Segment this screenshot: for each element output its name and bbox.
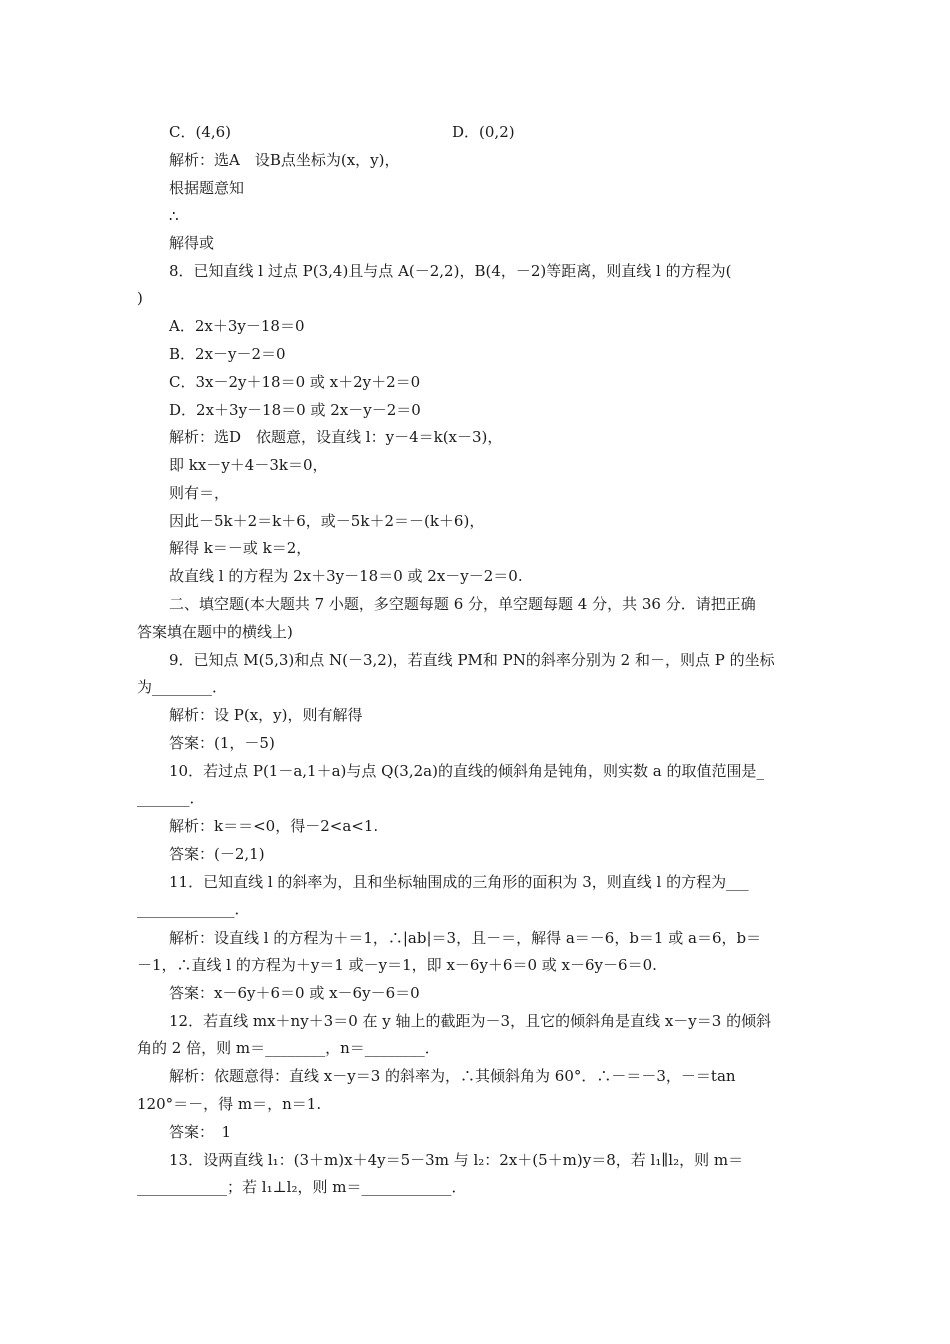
question-10: 10．若过点 P(1－a,1＋a)与点 Q(3,2a)的直线的倾斜角是钝角，则实数 a 的取值范围是_ [169,762,764,780]
question-13: 13．设两直线 l₁：(3＋m)x＋4y＝5－3m 与 l₂：2x＋(5＋m)y＝8，若 l₁∥l₂，则 m＝ [169,1151,744,1169]
answer-line: 答案：(1，－5) [169,734,275,752]
section-heading: 二、填空题(本大题共 7 小题，多空题每题 6 分，单空题每题 4 分，共 36 分．请把正确 [169,595,756,613]
text-line: 角的 2 倍，则 m＝________，n＝________． [137,1039,440,1057]
text-line: 解析：选A 设B点坐标为(x，y)， [169,151,400,169]
option-c: C．(4,6) [169,123,232,141]
question-12: 12．若直线 mx＋ny＋3＝0 在 y 轴上的截距为－3，且它的倾斜角是直线 x－y＝3 的倾斜 [169,1012,772,1030]
option-c: C．3x－2y＋18＝0 或 x＋2y＋2＝0 [169,373,421,391]
text-line: 解析：设 P(x，y)，则有解得 [169,706,363,724]
text-line: ∴ [169,207,179,225]
question-11: 11．已知直线 l 的斜率为，且和坐标轴围成的三角形的面积为 3，则直线 l 的方程为___ [169,873,749,891]
question-8: 8．已知直线 l 过点 P(3,4)且与点 A(－2,2)，B(4，－2)等距离，则直线 l 的方程为( [169,262,732,280]
option-d: D．2x＋3y－18＝0 或 2x－y－2＝0 [169,401,421,419]
option-a: A．2x＋3y－18＝0 [169,317,305,335]
text-line: 解析：k＝＝<0，得－2<a<1. [169,817,379,835]
text-line: _______． [137,789,205,807]
text-line: ) [137,289,143,307]
text-line: 解析：设直线 l 的方程为＋＝1，∴|ab|＝3，且－＝，解得 a＝－6，b＝1 或 a＝6，b＝ [169,929,762,947]
option-d: D．(0,2) [452,123,515,141]
answer-line: 答案： 1 [169,1123,232,1141]
question-9: 9．已知点 M(5,3)和点 N(－3,2)，若直线 PM和 PN的斜率分别为 2 和－，则点 P 的坐标 [169,651,775,669]
text-line: 则有＝， [169,484,230,502]
text-line: 因此－5k＋2＝k＋6，或－5k＋2＝－(k＋6)， [169,512,485,530]
text-line: 解析：依题意得：直线 x－y＝3 的斜率为，∴其倾斜角为 60°．∴－＝－3，－＝tan [169,1067,736,1085]
text-line: －1，∴直线 l 的方程为＋y＝1 或－y＝1，即 x－6y＋6＝0 或 x－6y－6＝0. [137,956,657,974]
text-line: 120°＝－，得 m＝，n＝1. [137,1095,322,1113]
text-line: 解析：选D 依题意，设直线 l：y－4＝k(x－3)， [169,428,503,446]
text-line: 即 kx－y＋4－3k＝0， [169,456,328,474]
answer-line: 答案：x－6y＋6＝0 或 x－6y－6＝0 [169,984,420,1002]
option-b: B．2x－y－2＝0 [169,345,286,363]
text-line: _____________． [137,900,250,918]
answer-line: 答案：(－2,1) [169,845,265,863]
text-line: 解得或 [169,234,215,252]
text-line: 为________． [137,678,228,696]
text-line: ____________；若 l₁⊥l₂，则 m＝____________． [137,1178,467,1196]
text-line: 根据题意知 [169,179,245,197]
text-line: 答案填在题中的横线上) [137,623,293,641]
text-line: 故直线 l 的方程为 2x＋3y－18＝0 或 2x－y－2＝0. [169,567,523,585]
text-line: 解得 k＝－或 k＝2， [169,539,312,557]
